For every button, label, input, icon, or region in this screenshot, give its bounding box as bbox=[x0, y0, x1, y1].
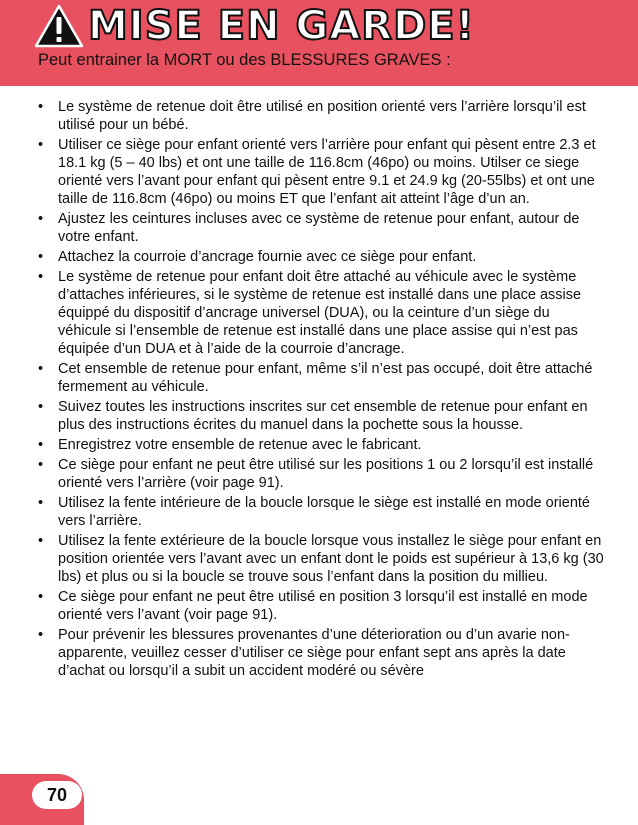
list-item bbox=[38, 532, 604, 586]
bullet: • bbox=[38, 99, 44, 115]
list-item-text: Ce siège pour enfant ne peut être utilisé en position 3 lorsqu’il est installé en mode orienté vers l’avant (voir page 91). bbox=[58, 589, 588, 623]
warning-triangle-icon bbox=[34, 4, 84, 48]
warning-list bbox=[38, 98, 604, 682]
list-item bbox=[38, 456, 604, 492]
bullet: • bbox=[38, 211, 44, 227]
list-item bbox=[38, 626, 604, 680]
bullet: • bbox=[38, 589, 44, 605]
list-item bbox=[38, 268, 604, 358]
list-item-text: Pour prévenir les blessures provenantes d’une déterioration ou d’un avarie non-apparente, veuillez cesser d’utiliser ce siège pour enfant sept ans après la date d’achat ou lorsqu’il a subit un accident modéré ou sévère bbox=[58, 627, 570, 679]
list-item-text: Ajustez les ceintures incluses avec ce système de retenue pour enfant, autour de votre enfant. bbox=[58, 211, 580, 245]
list-item-text: Enregistrez votre ensemble de retenue avec le fabricant. bbox=[58, 437, 422, 453]
bullet: • bbox=[38, 533, 44, 549]
bullet: • bbox=[38, 457, 44, 473]
bullet: • bbox=[38, 249, 44, 265]
warning-title-row bbox=[34, 0, 475, 52]
warning-title: MISE EN GARDE! bbox=[88, 3, 475, 49]
bullet: • bbox=[38, 437, 44, 453]
list-item-text: Utilisez la fente intérieure de la boucle lorsque le siège est installé en mode orienté vers l’arrière. bbox=[58, 495, 590, 529]
list-item-text: Le système de retenue doit être utilisé en position orienté vers l’arrière lorsqu’il est utilisé pour un bébé. bbox=[58, 99, 586, 133]
list-item bbox=[38, 210, 604, 246]
bullet: • bbox=[38, 627, 44, 643]
list-item bbox=[38, 136, 604, 208]
bullet: • bbox=[38, 361, 44, 377]
warning-subtitle: Peut entrainer la MORT ou des BLESSURES GRAVES : bbox=[38, 51, 451, 69]
list-item bbox=[38, 248, 604, 266]
list-item-text: Utilisez la fente extérieure de la boucle lorsque vous installez le siège pour enfant en position orientée vers l’avant avec un enfant dont le poids est supérieur à 13,6 kg (30 lbs) et plus ou si la boucle se trouve sous l’enfant dans la position du millieu. bbox=[58, 533, 604, 585]
warning-banner bbox=[0, 0, 638, 86]
list-item bbox=[38, 588, 604, 624]
list-item-text: Attachez la courroie d’ancrage fournie avec ce siège pour enfant. bbox=[58, 249, 477, 265]
bullet: • bbox=[38, 137, 44, 153]
bullet: • bbox=[38, 269, 44, 285]
list-item-text: Ce siège pour enfant ne peut être utilisé sur les positions 1 ou 2 lorsqu’il est installé orienté vers l’arrière (voir page 91). bbox=[58, 457, 594, 491]
list-item bbox=[38, 398, 604, 434]
list-item-text: Cet ensemble de retenue pour enfant, même s’il n’est pas occupé, doit être attaché fermement au véhicule. bbox=[58, 361, 593, 395]
list-item bbox=[38, 436, 604, 454]
bullet: • bbox=[38, 495, 44, 511]
list-item bbox=[38, 494, 604, 530]
list-item-text: Suivez toutes les instructions inscrites sur cet ensemble de retenue pour enfant en plus des instructions écrites du manuel dans la pochette sous la housse. bbox=[58, 399, 588, 433]
page-number: 70 bbox=[32, 781, 82, 809]
list-item bbox=[38, 360, 604, 396]
list-item bbox=[38, 98, 604, 134]
bullet: • bbox=[38, 399, 44, 415]
list-item-text: Le système de retenue pour enfant doit être attaché au véhicule avec le système d’attaches inférieures, si le système de retenue est installé dans une place assise équippé du dispositif d’ancrage universel (DUA), ou la ceinture d’un siège du véhicule si l’ensemble de retenue est installé dans une place assise qui n’est pas équipée d’un DUA et à l’aide de la courroie d’ancrage. bbox=[58, 269, 582, 357]
list-item-text: Utiliser ce siège pour enfant orienté vers l’arrière pour enfant qui pèsent entre 2.3 et 18.1 kg (5 – 40 lbs) et ont une taille de 116.8cm (46po) ou moins. Utilser ce siege orienté vers l’avant pour enfant qui pèsent entre 9.1 et 24.9 kg (20-55lbs) et ont une taille de 116.8cm (46po) ou moins ET que l’enfant ait atteint l’âge d’un an. bbox=[58, 137, 596, 207]
